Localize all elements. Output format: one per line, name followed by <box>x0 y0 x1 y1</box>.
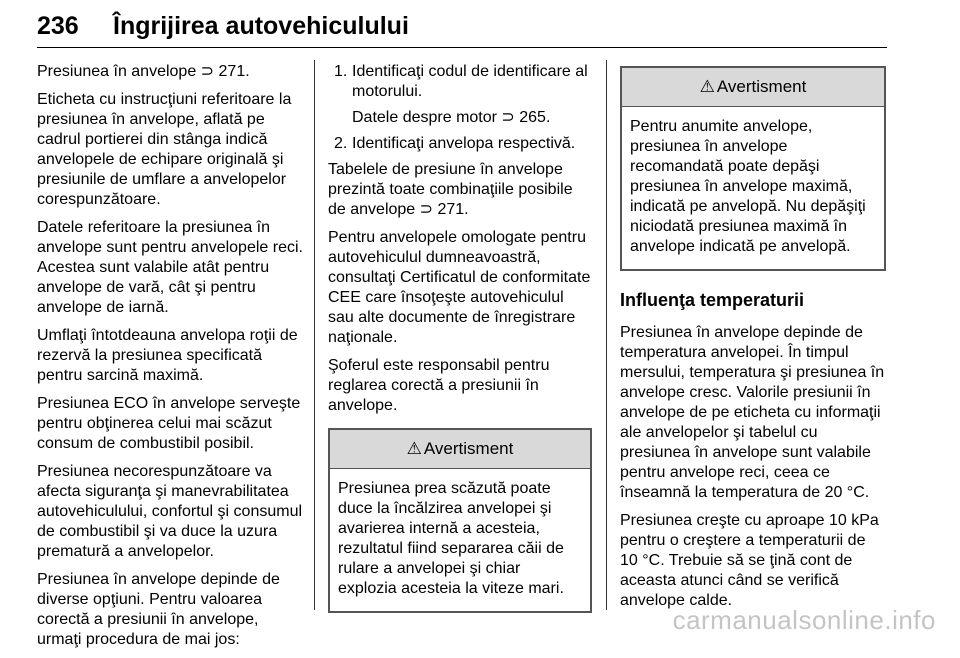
warning-title: Avertisment <box>716 77 807 96</box>
warning-title: Avertisment <box>423 439 514 458</box>
column-2 <box>328 62 592 629</box>
paragraph: Presiunea necorespunzătoare va afecta siguranţa şi manevrabilitatea autovehiculului, confortul şi consumul de combustibil şi va duce la uzura prematură a anvelopelor. <box>37 463 303 560</box>
warning-header <box>622 68 884 107</box>
warning-box <box>620 66 886 271</box>
list-text: Identificaţi anvelopa respectivă. <box>352 135 576 152</box>
list-item <box>328 134 592 154</box>
paragraph: Presiunea în anvelope depinde de temperatura anvelopei. În timpul mersului, temperatura şi presiunea în anvelope cresc. Valorile presiunii în anvelope de pe eticheta cu informaţii ale anvelopelor şi tabelul cu presiunea în anvelope sunt valabile pentru anvelope reci, ceea ce înseamnă la temperatura de 20 °C. <box>620 324 885 501</box>
page-header <box>37 4 887 48</box>
paragraph: Şoferul este responsabil pentru reglarea corectă a presiunii în anvelope. <box>328 357 550 414</box>
paragraph: Presiunea creşte cu aproape 10 kPa pentru o creştere a temperaturii de 10 °C. Trebuie să se ţină cont de aceasta atunci când se verifică anvelope calde. <box>620 512 879 609</box>
list-text: Identificaţi codul de identificare al motorului. <box>352 63 588 100</box>
paragraph: Presiunea în anvelope ⊃ 271. <box>37 63 250 80</box>
header-divider <box>37 47 887 48</box>
paragraph: Umflaţi întotdeauna anvelopa roţii de rezervă la presiunea specificată pentru sarcină maximă. <box>37 327 298 384</box>
paragraph: Tabelele de presiune în anvelope prezintă toate combinaţiile posibile de anvelope ⊃ 271. <box>328 161 573 218</box>
warning-text: Pentru anumite anvelope, presiunea în anvelope recomandată poate depăşi presiunea în anvelope maximă, indicată pe anvelopă. Nu depăşiţi niciodată presiunea maximă în anvelope indicată pe anvelopă. <box>630 118 866 255</box>
watermark: carmanualsonline.info <box>672 605 936 635</box>
paragraph: Pentru anvelopele omologate pentru autovehiculul dumneavoastră, consultaţi Certificatul de conformitate CEE care însoţeşte autovehiculul sau alte documente de înregistrare naţionale. <box>328 229 591 346</box>
page-number: 236 <box>37 12 79 40</box>
paragraph: Eticheta cu instrucţiuni referitoare la presiunea în anvelope, aflată pe cadrul portierei din stânga indică anvelopele de echipare originală şi presiunile de umflare a anvelopelor corespunzătoare. <box>37 91 292 208</box>
warning-icon: ⚠ <box>406 439 422 458</box>
column-divider-1 <box>314 60 315 610</box>
column-1 <box>37 62 303 658</box>
warning-text: Presiunea prea scăzută poate duce la încălzirea anvelopei şi avarierea internă a acesteia, rezultatul fiind separarea căii de rulare a anvelopei şi chiar explozia acesteia la viteze mari. <box>338 480 564 597</box>
section-title: Îngrijirea autovehiculului <box>113 12 409 40</box>
list-number: 2. <box>334 135 348 152</box>
warning-icon: ⚠ <box>699 77 715 96</box>
warning-header <box>330 430 590 469</box>
list-subnote: Datele despre motor ⊃ 265. <box>352 109 551 126</box>
paragraph: Datele referitoare la presiunea în anvelope sunt pentru anvelopele reci. Acestea sunt valabile atât pentru anvelope de vară, cât şi pentru anvelope de iarnă. <box>37 219 303 316</box>
warning-box <box>328 428 592 613</box>
column-3 <box>620 64 886 619</box>
column-divider-2 <box>606 60 607 610</box>
list-number: 1. <box>334 63 348 80</box>
list-item <box>328 62 592 102</box>
paragraph: Presiunea ECO în anvelope serveşte pentru obţinerea celui mai scăzut consum de combustibil posibil. <box>37 395 301 452</box>
paragraph: Presiunea în anvelope depinde de diverse opţiuni. Pentru valoarea corectă a presiunii în anvelope, urmaţi procedura de mai jos: <box>37 571 280 648</box>
subsection-heading: Influenţa temperaturii <box>620 290 805 310</box>
